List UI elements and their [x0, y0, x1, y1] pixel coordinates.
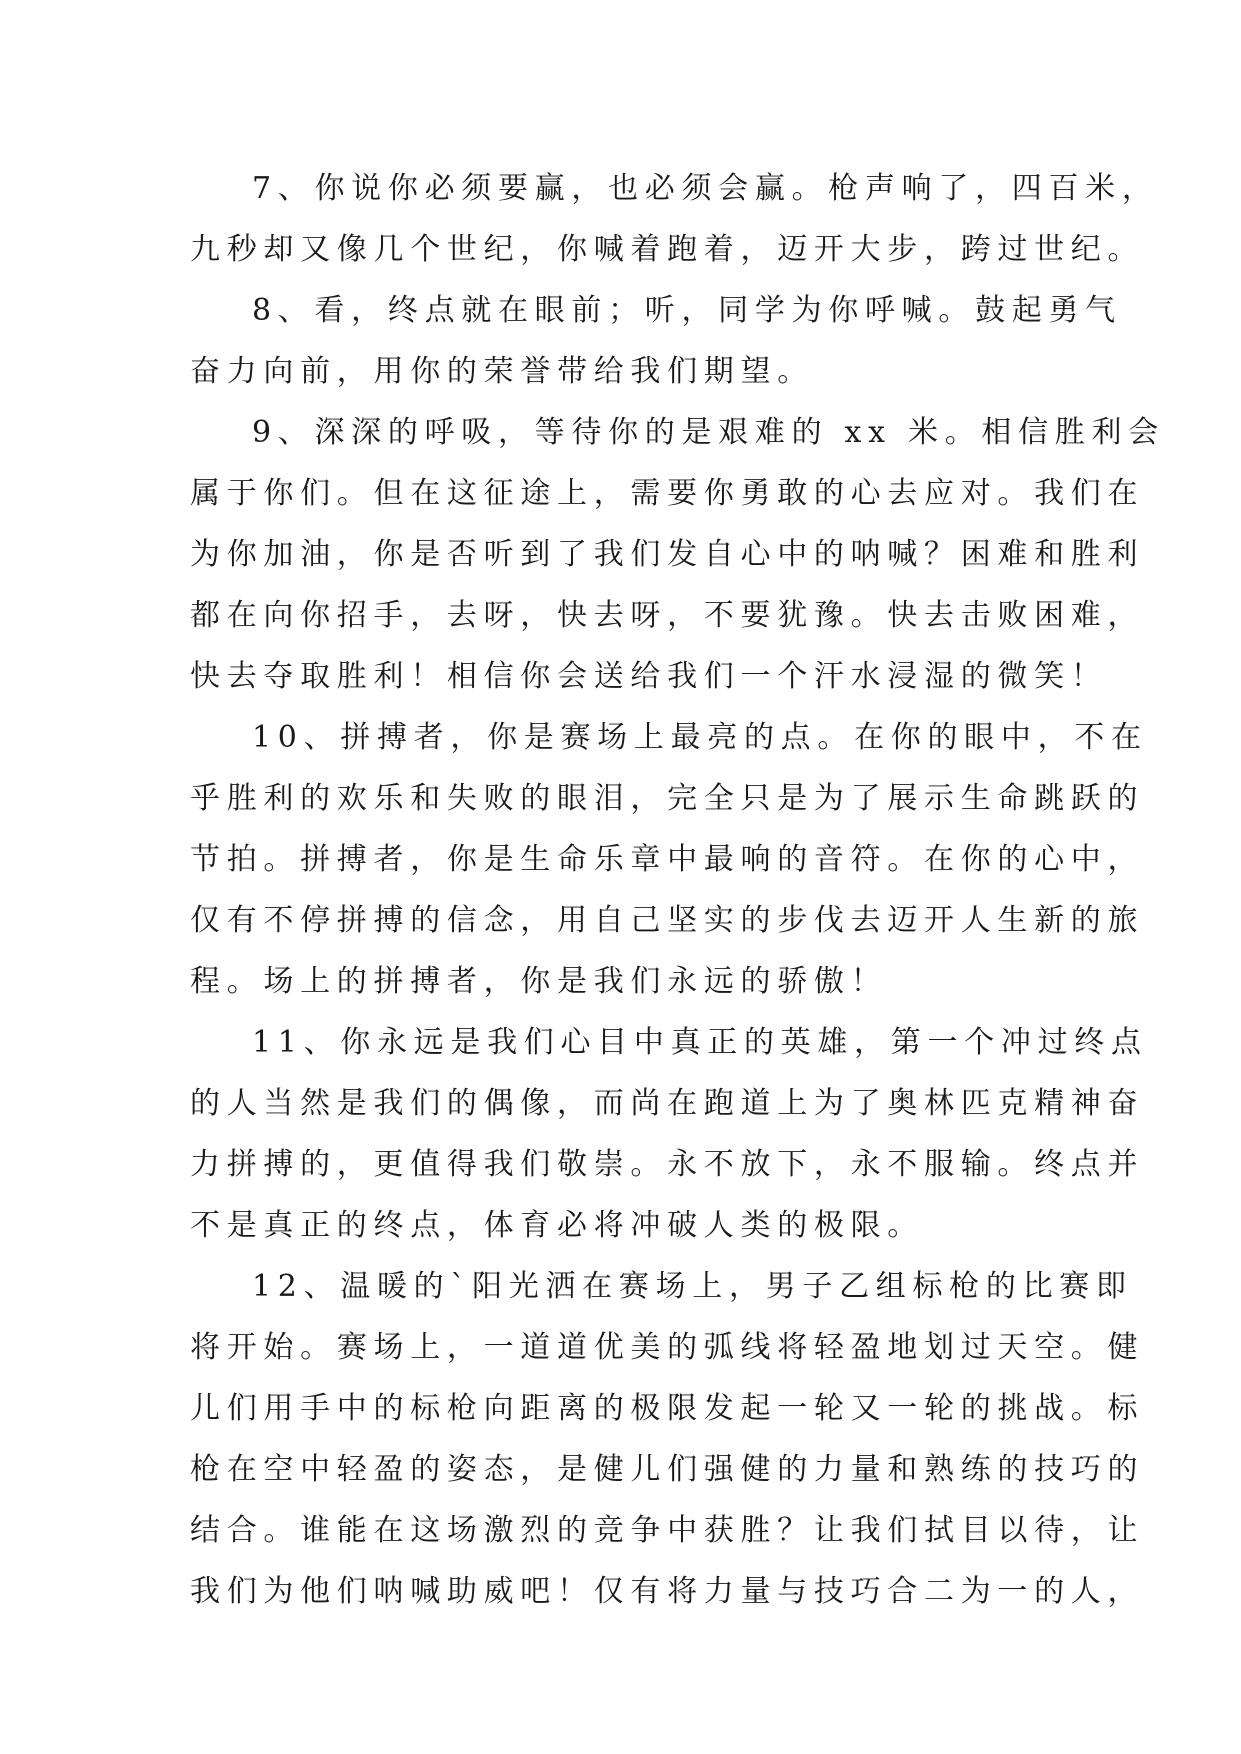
text-line: 12、温暖的`阳光洒在赛场上，男子乙组标枪的比赛即 [252, 1269, 1133, 1304]
paragraph-9 [190, 402, 1165, 707]
text-line: 都在向你招手，去呀，快去呀，不要犹豫。快去击败困难， [190, 598, 1145, 633]
text-line: 10、拼搏者，你是赛场上最亮的点。在你的眼中，不在 [252, 720, 1148, 755]
text-line: 为你加油，你是否听到了我们发自心中的呐喊？困难和胜利 [190, 537, 1145, 572]
text-line: 程。场上的拼搏者，你是我们永远的骄傲！ [190, 964, 888, 999]
text-line: 仅有不停拼搏的信念，用自己坚实的步伐去迈开人生新的旅 [190, 903, 1145, 938]
document-page [190, 158, 1165, 1622]
paragraph-7 [190, 158, 1159, 280]
text-line: 我们为他们呐喊助威吧！仅有将力量与技巧合二为一的人， [190, 1574, 1145, 1609]
text-line: 将开始。赛场上，一道道优美的弧线将轻盈地划过天空。健 [190, 1330, 1145, 1365]
text-line: 儿们用手中的标枪向距离的极限发起一轮又一轮的挑战。标 [190, 1391, 1145, 1426]
text-line: 7、你说你必须要赢，也必须会赢。枪声响了，四百米， [252, 171, 1159, 206]
text-line: 的人当然是我们的偶像，而尚在跑道上为了奥林匹克精神奋 [190, 1086, 1145, 1121]
text-line: 8、看，终点就在眼前；听，同学为你呼喊。鼓起勇气 [252, 293, 1122, 328]
paragraph-8 [190, 280, 1122, 402]
text-line: 奋力向前，用你的荣誉带给我们期望。 [190, 354, 814, 389]
paragraph-12 [190, 1256, 1145, 1622]
text-line: 结合。谁能在这场激烈的竞争中获胜？让我们拭目以待，让 [190, 1513, 1145, 1548]
text-line: 属于你们。但在这征途上，需要你勇敢的心去应对。我们在 [190, 476, 1145, 511]
paragraph-11 [190, 1012, 1148, 1256]
text-line: 11、你永远是我们心目中真正的英雄，第一个冲过终点 [252, 1025, 1148, 1060]
text-line: 枪在空中轻盈的姿态，是健儿们强健的力量和熟练的技巧的 [190, 1452, 1145, 1487]
text-line: 9、深深的呼吸，等待你的是艰难的 xx 米。相信胜利会 [252, 415, 1165, 450]
text-line: 快去夺取胜利！相信你会送给我们一个汗水浸湿的微笑！ [190, 659, 1108, 694]
text-line: 不是真正的终点，体育必将冲破人类的极限。 [190, 1208, 924, 1243]
text-line: 节拍。拼搏者，你是生命乐章中最响的音符。在你的心中， [190, 842, 1145, 877]
text-line: 力拼搏的，更值得我们敬崇。永不放下，永不服输。终点并 [190, 1147, 1145, 1182]
text-line: 九秒却又像几个世纪，你喊着跑着，迈开大步，跨过世纪。 [190, 232, 1145, 267]
text-line: 乎胜利的欢乐和失败的眼泪，完全只是为了展示生命跳跃的 [190, 781, 1145, 816]
paragraph-10 [190, 707, 1148, 1012]
